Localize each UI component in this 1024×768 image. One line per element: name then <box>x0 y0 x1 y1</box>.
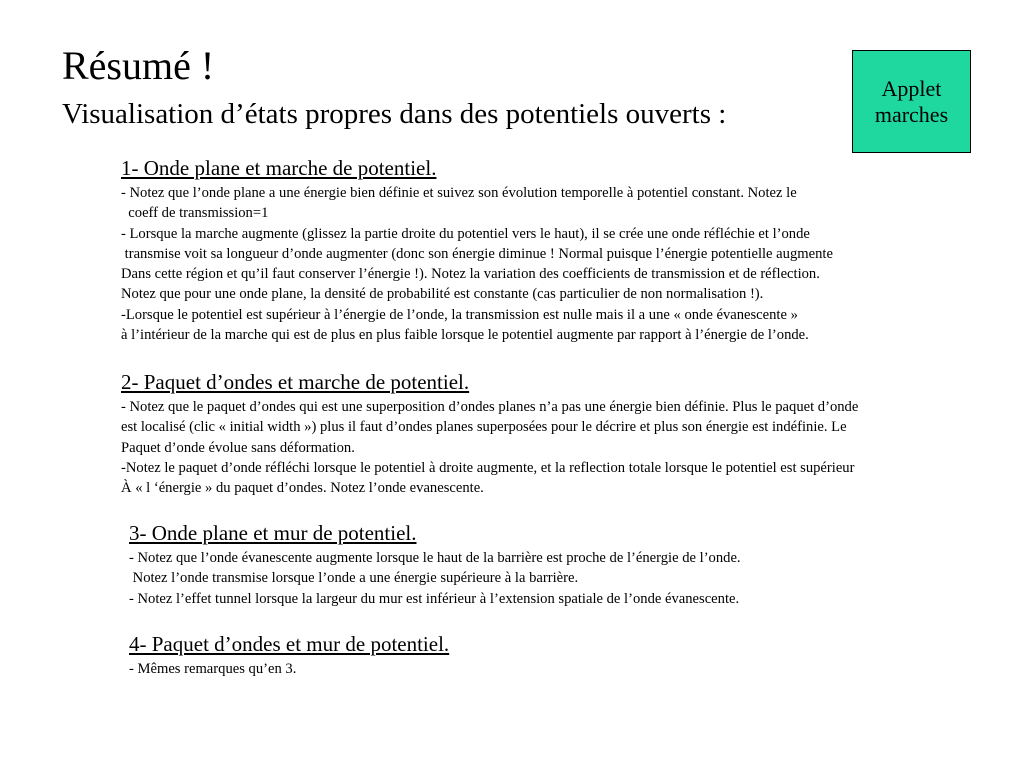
section-4 <box>129 632 449 679</box>
section-2-line: À « l ‘énergie » du paquet d’ondes. Notez l’onde evanescente. <box>121 480 484 497</box>
page-subtitle: Visualisation d’états propres dans des potentiels ouverts : <box>62 98 727 130</box>
section-1-line: à l’intérieur de la marche qui est de plus en plus faible lorsque le potentiel augmente par rapport à l’énergie de l’onde. <box>121 327 809 344</box>
section-1-line: Dans cette région et qu’il faut conserver l’énergie !). Notez la variation des coefficients de transmission et de réflection. <box>121 266 820 283</box>
applet-button-label <box>875 76 948 128</box>
applet-button-label-line2: marches <box>874 101 949 127</box>
section-1-line: coeff de transmission=1 <box>121 205 269 222</box>
section-1-line: Notez que pour une onde plane, la densité de probabilité est constante (cas particulier de non normalisation !). <box>121 286 764 303</box>
section-1 <box>121 156 833 345</box>
section-1-line: - Notez que l’onde plane a une énergie bien définie et suivez son évolution temporelle à potentiel constant. Notez le <box>121 185 797 201</box>
section-2-line: - Notez que le paquet d’ondes qui est une superposition d’ondes planes n’a pas une énergie bien définie. Plus le paquet d’onde <box>121 399 859 415</box>
section-4-line: - Mêmes remarques qu’en 3. <box>129 661 297 677</box>
section-1-heading: 1- Onde plane et marche de potentiel. <box>121 156 437 180</box>
section-3 <box>129 521 741 609</box>
section-3-line: - Notez l’effet tunnel lorsque la largeur du mur est inférieur à l’extension spatiale de l’onde évanescente. <box>129 590 740 607</box>
section-1-line: -Lorsque le potentiel est supérieur à l’énergie de l’onde, la transmission est nulle mais il a une « onde évanescente » <box>121 306 798 323</box>
applet-marches-button[interactable] <box>852 50 971 153</box>
page-title: Résumé ! <box>62 43 215 88</box>
section-1-line: - Lorsque la marche augmente (glissez la partie droite du potentiel vers le haut), il se crée une onde réfléchie et l’onde <box>121 225 810 242</box>
section-2-heading: 2- Paquet d’ondes et marche de potentiel. <box>121 370 470 394</box>
section-2-line: -Notez le paquet d’onde réfléchi lorsque le potentiel à droite augmente, et la reflection totale lorsque le potentiel est supérieur <box>121 459 855 476</box>
section-1-line: transmise voit sa longueur d’onde augmenter (donc son énergie diminue ! Normal puisque l’énergie potentielle augmente <box>121 245 833 262</box>
section-3-heading: 3- Onde plane et mur de potentiel. <box>129 521 417 545</box>
section-4-heading: 4- Paquet d’ondes et mur de potentiel. <box>129 632 450 656</box>
section-2 <box>121 370 858 498</box>
section-3-line: - Notez que l’onde évanescente augmente lorsque le haut de la barrière est proche de l’énergie de l’onde. <box>129 550 741 566</box>
section-2-line: Paquet d’onde évolue sans déformation. <box>121 439 355 456</box>
section-3-line: Notez l’onde transmise lorsque l’onde a une énergie supérieure à la barrière. <box>129 570 579 587</box>
applet-button-label-line1: Applet <box>881 75 942 101</box>
section-2-line: est localisé (clic « initial width ») plus il faut d’ondes planes superposées pour le décrire et plus son énergie est indéfinie. Le <box>121 419 847 436</box>
